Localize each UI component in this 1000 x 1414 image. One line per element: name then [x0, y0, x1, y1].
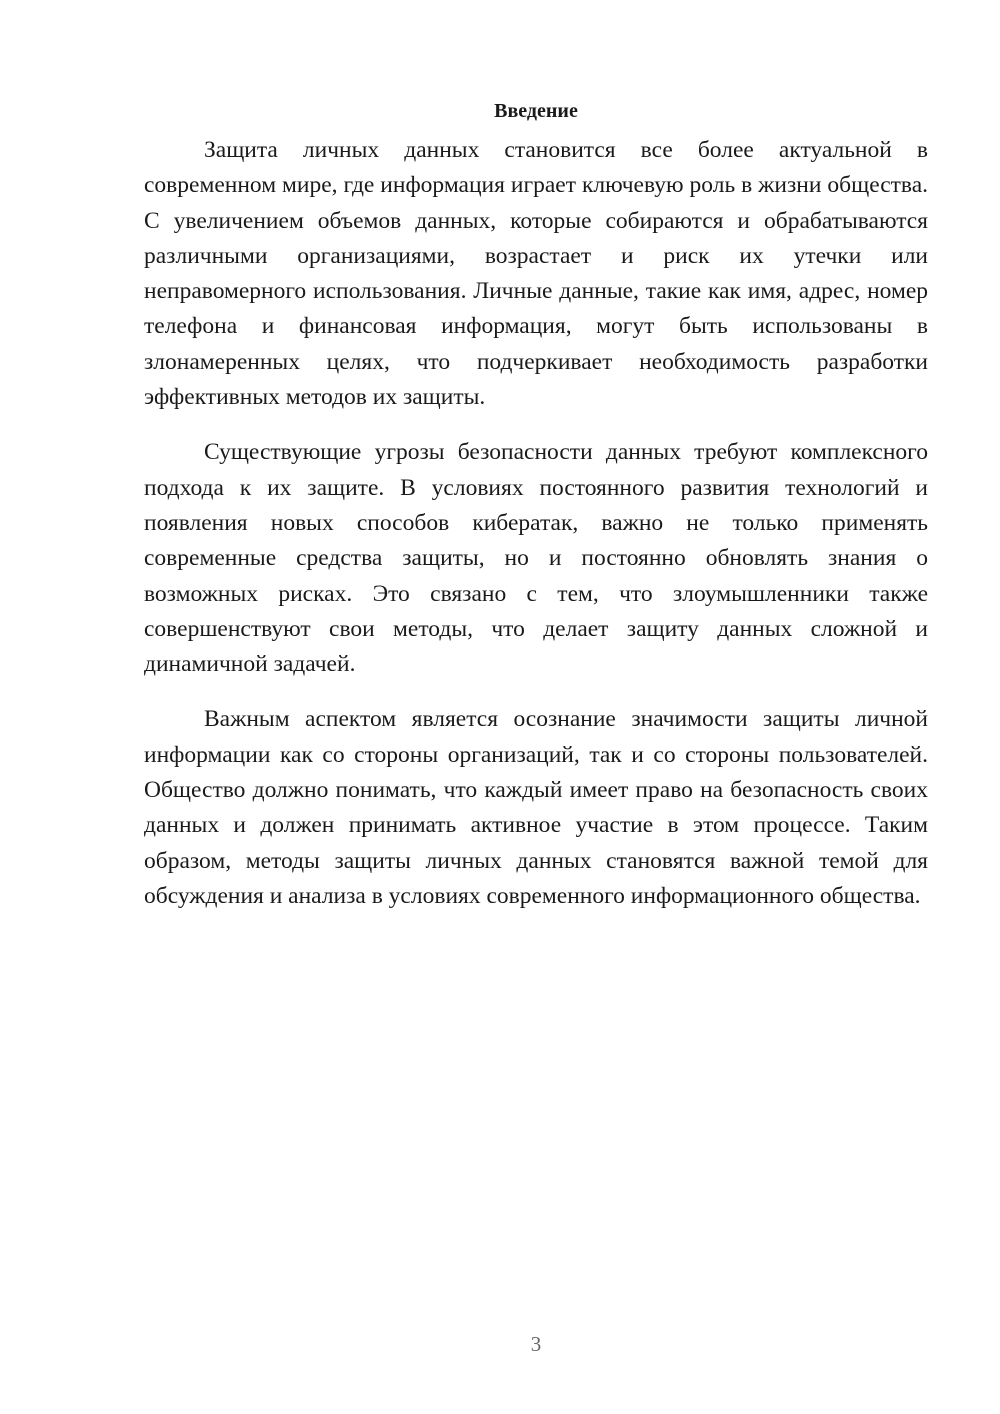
page-number: 3	[530, 1332, 542, 1356]
paragraph-1: Защита личных данных становится все более актуальной в современном мире, где информация играет ключевую роль в жизни общества. С увеличением объемов данных, которые собираются и обрабатываются различными организациями, возрастает и риск их утечки или неправомерного использования. Личные данные, такие как имя, адрес, номер телефона и финансовая информация, могут быть использованы в злонамеренных целях, что подчеркивает необходимость разработки эффективных методов их защиты.	[144, 137, 928, 411]
page-body	[144, 96, 928, 934]
paragraph-2: Существующие угрозы безопасности данных требуют комплексного подхода к их защите. В условиях постоянного развития технологий и появления новых способов кибератак, важно не только применять современные средства защиты, но и постоянно обновлять знания о возможных рисках. Это связано с тем, что злоумышленники также совершенствуют свои методы, что делает защиту данных сложной и динамичной задачей.	[144, 439, 928, 678]
section-title: Введение	[494, 100, 578, 122]
paragraph-3: Важным аспектом является осознание значимости защиты личной информации как со стороны организаций, так и со стороны пользователей. Общество должно понимать, что каждый имеет право на безопасность своих данных и должен принимать активное участие в этом процессе. Таким образом, методы защиты личных данных становятся важной темой для обсуждения и анализа в условиях современного информационного общества.	[144, 706, 928, 909]
